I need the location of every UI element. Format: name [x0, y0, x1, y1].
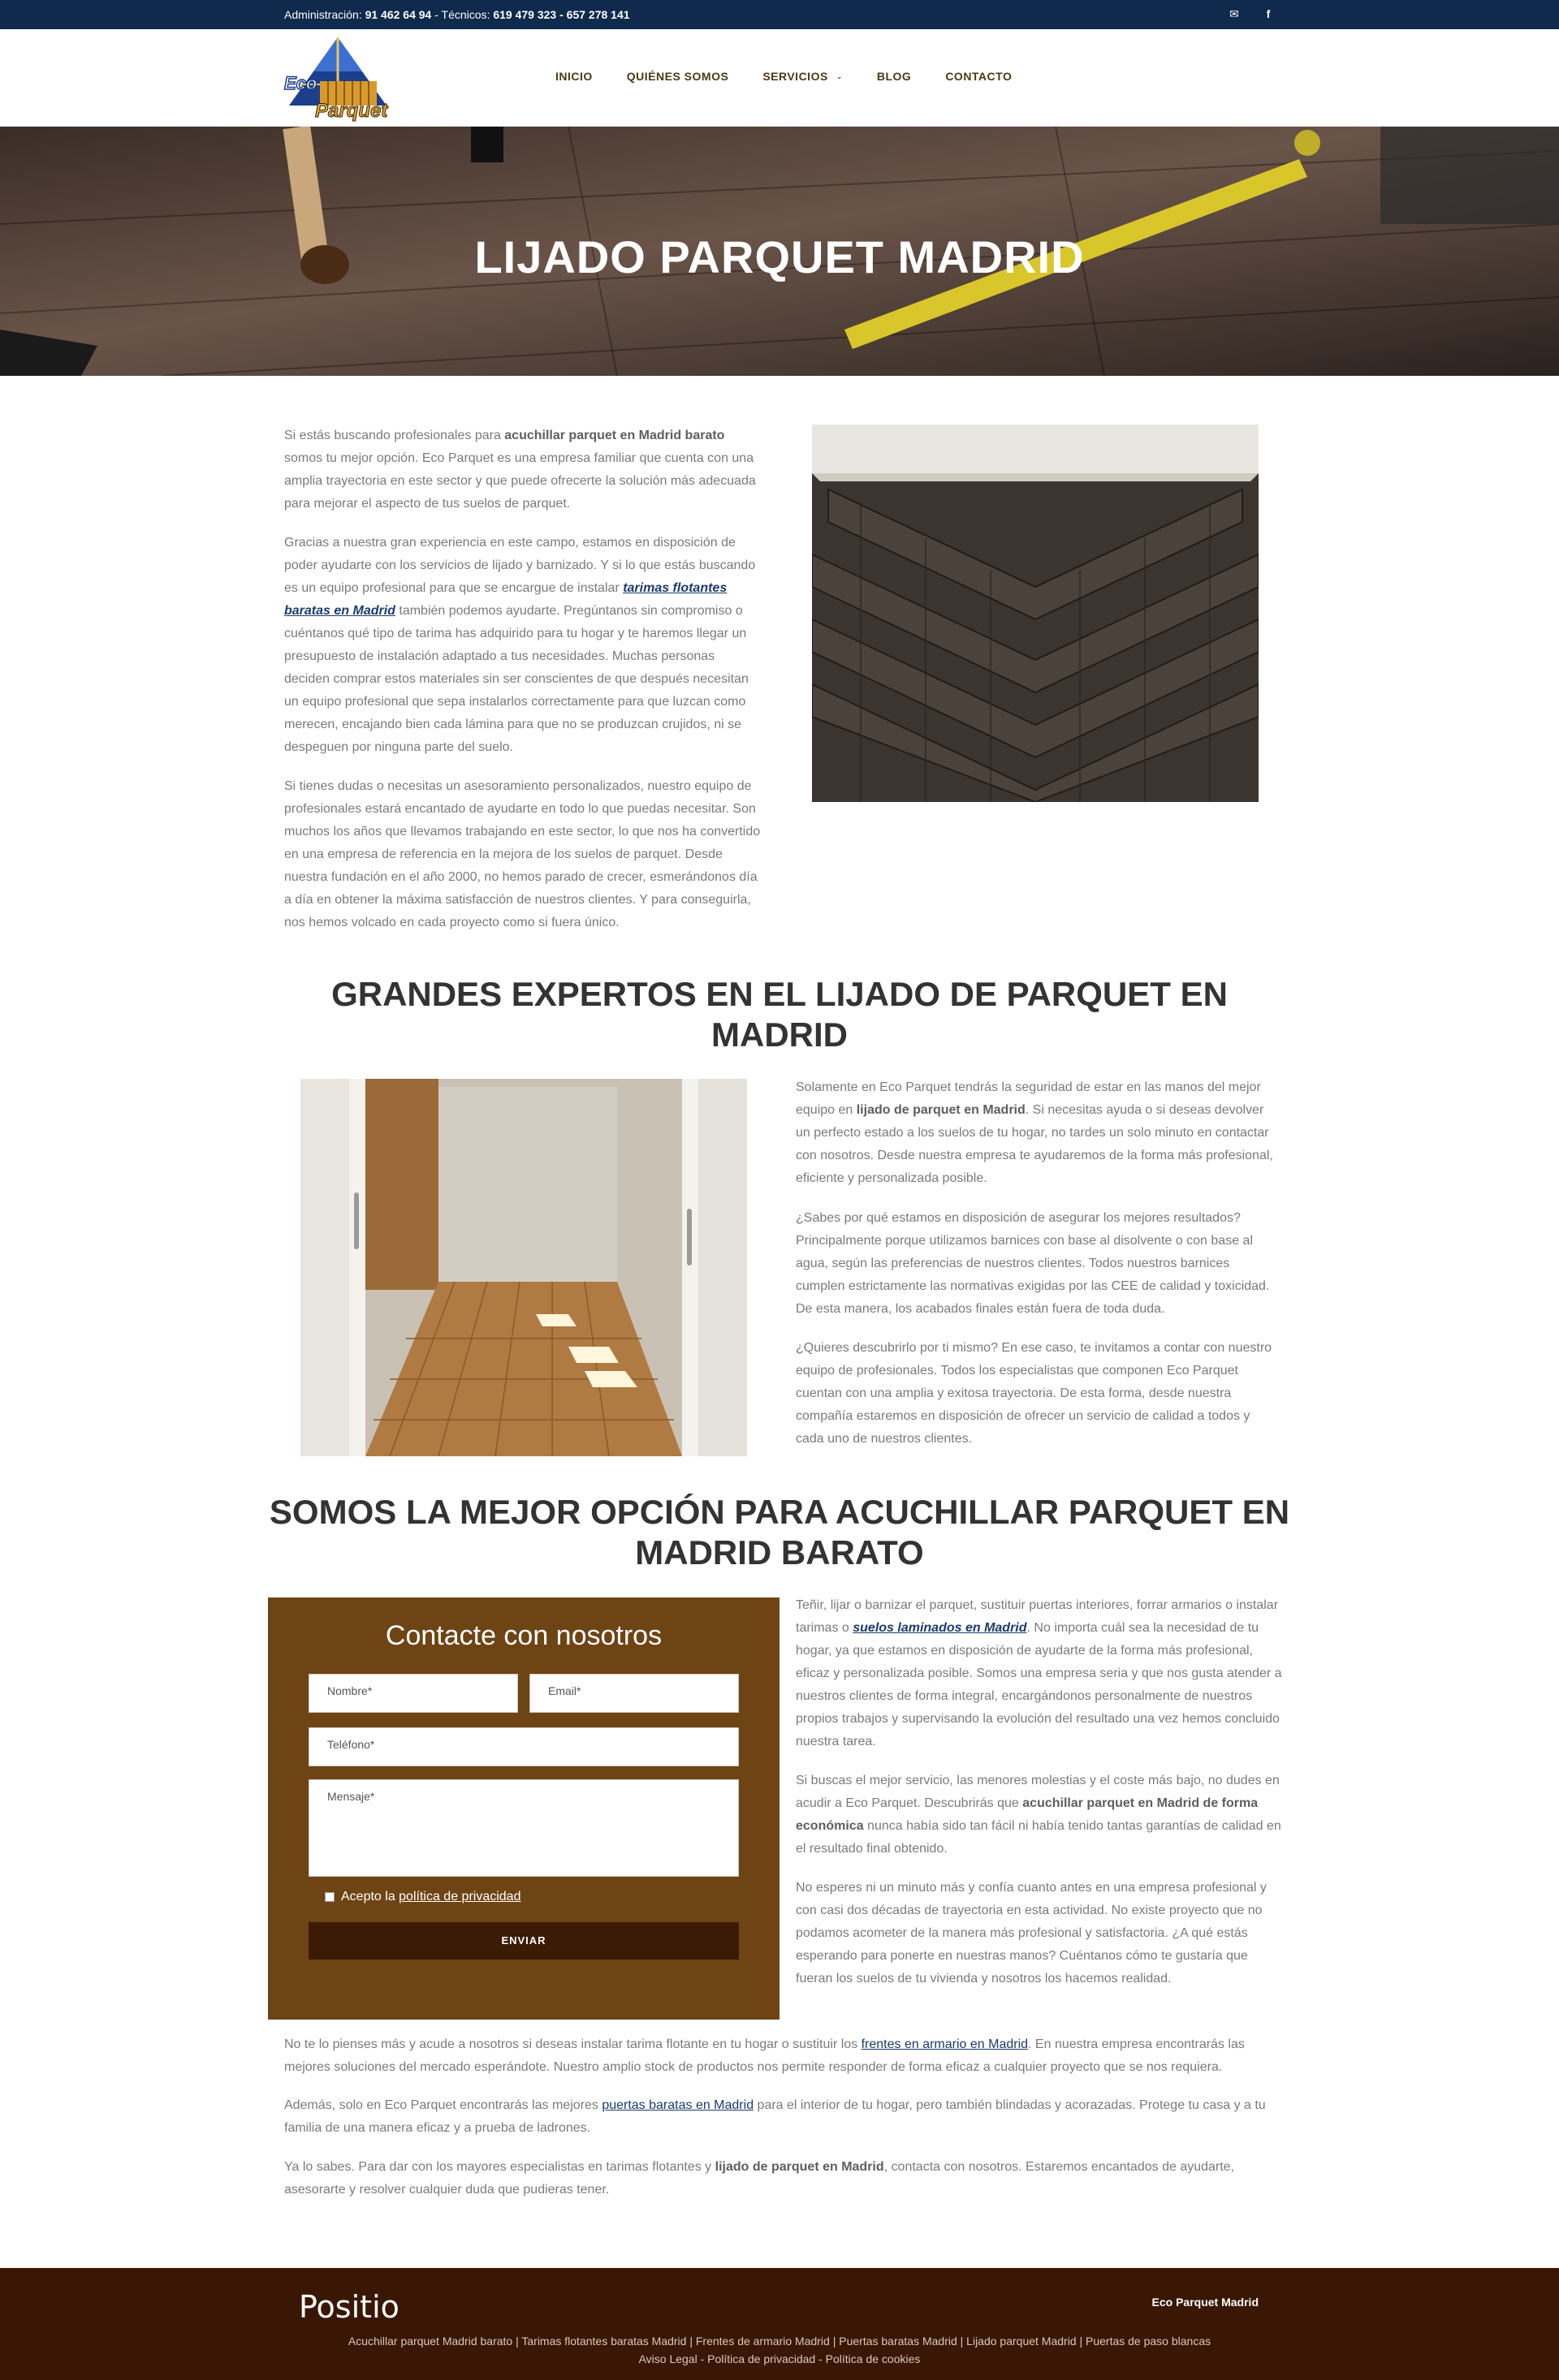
title-line: SOMOS LA MEJOR OPCIÓN PARA ACUCHILLAR PARQUET EN [269, 1493, 1290, 1531]
section-title-grandes-expertos [0, 974, 1559, 1055]
logo-text-parquet: Parquet [315, 100, 388, 122]
title-line: GRANDES EXPERTOS EN EL LIJADO DE PARQUET EN [331, 975, 1228, 1013]
facebook-icon[interactable]: f [1266, 7, 1271, 20]
consent-label [341, 1890, 520, 1904]
name-input[interactable]: Nombre* [309, 1674, 518, 1713]
contact-form [268, 1597, 780, 2020]
message-textarea[interactable]: Mensaje* [309, 1779, 739, 1877]
footer-site-name: Eco Parquet Madrid [1151, 2296, 1259, 2309]
admin-phone[interactable]: 91 462 64 94 [365, 8, 432, 21]
link-puertas-baratas[interactable]: puertas baratas en Madrid [602, 2098, 754, 2112]
text: Ya lo sabes. Para dar con los mayores especialistas en tarimas flotantes y [284, 2160, 715, 2174]
title-line: MADRID [711, 1015, 848, 1054]
text-strong: lijado de parquet en Madrid [856, 1103, 1026, 1117]
nav-item-inicio[interactable] [555, 70, 593, 83]
contact-phones [284, 8, 630, 21]
phone-input[interactable]: Teléfono* [309, 1727, 739, 1766]
link-tarimas-flotantes[interactable]: tarimas flotantes baratas en Madrid [284, 581, 728, 618]
text: . No importa cuál sea la necesidad de tu hogar, ya que estamos en disposición de ayudarte de la forma más profesional, eficaz y personalizada posible. Somos una empresa seria y que nos gusta atender a nuestros clientes de forma integral, encargándonos personalmente de nuestros propios trabajos y supervisando la evolución del resultado una vez hemos concluido nuestra tarea. [796, 1621, 1282, 1748]
text-strong: acuchillar parquet en Madrid barato [504, 429, 725, 442]
phone-separator: - [431, 8, 442, 21]
tech-phones[interactable]: 619 479 323 - 657 278 141 [493, 8, 630, 21]
site-header [0, 29, 1559, 127]
section2-paragraph-2: ¿Sabes por qué estamos en disposición de asegurar los mejores resultados? Principalmente porque utilizamos barnices con base al disolvente o con base al agua, según las preferencias de nuestros clientes. Todos nuestros barnices cumplen estrictamente las normativas exigidas por las CEE de calidad y toxicidad. De esta manera, los acabados finales están fuera de toda duda. [796, 1211, 1270, 1316]
herringbone-floor-image [812, 425, 1259, 802]
link-frentes-armario[interactable]: frentes en armario en Madrid [861, 2037, 1029, 2051]
logo-graphic [283, 36, 393, 122]
text: Si estás buscando profesionales para [284, 429, 505, 442]
text: Solamente en Eco Parquet tendrás la seguridad de estar en las manos del mejor equipo en [796, 1080, 1261, 1117]
footer-legal-links[interactable]: Aviso Legal - Política de privacidad - Política de cookies [638, 2352, 921, 2365]
main-nav [555, 70, 1046, 83]
closing-paragraph-2 [284, 2094, 1275, 2140]
intro-paragraph-1 [284, 425, 763, 515]
text: somos tu mejor opción. Eco Parquet es una empresa familiar que cuenta con una amplia trayectoria en este sector y que puede ofrecerte la solución más adecuada para mejorar el aspecto de tus suelos de parquet. [284, 451, 756, 511]
section2-paragraph-1 [796, 1076, 1275, 1190]
herringbone-floor-photo [812, 425, 1259, 802]
email-input[interactable]: Email* [529, 1674, 739, 1713]
text: . Si necesitas ayuda o si deseas devolver un perfecto estado a los suelos de tu hogar, no tardes un solo minuto en contactar con nosotros. Desde nuestra empresa te ayudaremos de la forma más profesional, eficiente y personalizada posible. [796, 1103, 1273, 1185]
title-line: MADRID BARATO [635, 1533, 924, 1572]
hero-title: LIJADO PARQUET MADRID [474, 231, 1085, 282]
nav-label: QUIÉNES SOMOS [626, 70, 729, 83]
nav-item-contacto[interactable] [945, 70, 1012, 83]
admin-label: Administración: [284, 8, 362, 21]
chevron-down-icon: ⌄ [836, 71, 843, 80]
link-suelos-laminados[interactable]: suelos laminados en Madrid [853, 1621, 1027, 1635]
text: también podemos ayudarte. Pregúntanos sin compromiso o cuéntanos qué tipo de tarima has adquirido para tu hogar y te haremos llegar un presupuesto de instalación adaptado a tus necesidades. Muchas personas deciden comprar estos materiales sin ser conscientes de que después necesitan un equipo profesional que sepa instalarlos correctamente para que luzcan como merecen, encajando bien cada lámina para que no se produzcan crujidos, ni se despeguen por ninguna parte del suelo. [284, 604, 749, 754]
contact-form-title: Contacte con nosotros [385, 1620, 663, 1651]
nav-label: BLOG [876, 70, 912, 83]
nav-item-blog[interactable] [877, 70, 911, 83]
text: , contacta con nosotros. Estaremos encantados de ayudarte, asesorarte y resolver cualquier duda que pudieras tener. [284, 2160, 1235, 2197]
text: Además, solo en Eco Parquet encontrarás las mejores [284, 2098, 602, 2112]
hallway-parquet-image [300, 1079, 747, 1456]
text: nunca había sido tan fácil ni había tenido tantas garantías de calidad en el resultado final obtenido. [796, 1819, 1281, 1856]
social-links [1228, 7, 1275, 21]
intro-paragraph-3: Si tienes dudas o necesitas un asesoramiento personalizados, nuestro equipo de profesionales estará encantado de ayudarte en todo lo que puedas necesitar. Son muchos los años que llevamos trabajando en este sector, lo que nos ha convertido en una empresa de referencia en la mejora de los suelos de parquet. Desde nuestra fundación en el año 2000, no hemos parado de crecer, esmerándonos día a día en obtener la máxima satisfacción de nuestros clientes. Y para conseguirla, nos hemos volcado en cada proyecto como si fuera único. [284, 779, 761, 929]
email-icon[interactable]: ✉ [1229, 7, 1239, 20]
text: para el interior de tu hogar, pero también blindadas y acorazadas. Protege tu casa y a tu familia de una manera eficaz y a prueba de ladrones. [284, 2098, 1266, 2135]
logo-text-eco: Eco [284, 73, 317, 93]
section-title-mejor-opcion [0, 1492, 1559, 1573]
section3-paragraph-3: No esperes ni un minuto más y confía cuanto antes en una empresa profesional y con casi dos décadas de trayectoria en esta actividad. No existe proyecto que no podamos acometer de la manera más profesional y satisfactoria. ¿A qué estás esperando para ponerte en nuestras manos? Cuéntanos cómo te gustaría que fueran los suelos de tu vivienda y nosotros los hacemos realidad. [796, 1881, 1267, 1985]
intro-paragraph-2 [284, 532, 763, 759]
nav-label: SERVICIOS [762, 70, 828, 83]
privacy-checkbox[interactable] [325, 1892, 335, 1902]
nav-label: CONTACTO [945, 70, 1013, 83]
nav-label: INICIO [555, 70, 593, 83]
footer-links[interactable]: Acuchillar parquet Madrid barato | Tarimas flotantes baratas Madrid | Frentes de armario Madrid | Puertas baratas Madrid | Lijado parquet Madrid | Puertas de paso blancas [348, 2335, 1211, 2348]
text: Gracias a nuestra gran experiencia en este campo, estamos en disposición de poder ayudarte con los servicios de lijado y barnizado. Y si lo que estás buscando es un equipo profesional para que se encargue de instalar [284, 536, 756, 595]
text: Si buscas el mejor servicio, las menores molestias y el coste más bajo, no dudes en acudir a Eco Parquet. Descubrirás que [796, 1774, 1280, 1810]
footer-brand[interactable]: Positio [299, 2289, 399, 2325]
text-strong: acuchillar parquet en Madrid de forma económica [796, 1796, 1259, 1833]
privacy-policy-link[interactable]: política de privacidad [399, 1890, 521, 1904]
section2-paragraph-3: ¿Quieres descubrirlo por ti mismo? En ese caso, te invitamos a contar con nuestro equipo de profesionales. Todos los especialistas que componen Eco Parquet cuentan con una amplia y exitosa trayectoria. De esta forma, desde nuestra compañía estaremos en disposición de ofrecer un servicio de calidad a todos y cada uno de nuestros clientes. [796, 1341, 1272, 1446]
tech-label: Técnicos: [441, 8, 490, 21]
text: Acepto la [341, 1890, 399, 1904]
text: No te lo pienses más y acude a nosotros si deseas instalar tarima flotante en tu hogar o sustituir los [284, 2037, 862, 2051]
send-button[interactable]: ENVIAR [309, 1922, 739, 1960]
privacy-consent [325, 1890, 520, 1904]
section3-paragraph-1 [796, 1594, 1283, 1753]
text-strong: lijado de parquet en Madrid [715, 2160, 884, 2174]
text: . En nuestra empresa encontrarás las mejores soluciones del mercado esperándote. Nuestro amplio stock de productos nos permite responder de forma eficaz a cualquier proyecto que se nos requiera. [284, 2037, 1245, 2074]
hero-banner [0, 127, 1559, 376]
logo[interactable] [283, 36, 393, 122]
section3-paragraph-2 [796, 1770, 1283, 1860]
closing-paragraph-3 [284, 2156, 1275, 2201]
closing-paragraph-1 [284, 2033, 1275, 2079]
text: Teñir, lijar o barnizar el parquet, sustituir puertas interiores, forrar armarios o instalar tarimas o [796, 1598, 1279, 1635]
site-footer [0, 2268, 1559, 2380]
nav-item-servicios[interactable] [762, 70, 843, 83]
top-bar [0, 0, 1559, 29]
nav-item-quienes-somos[interactable] [627, 70, 729, 83]
hallway-parquet-photo [300, 1079, 747, 1456]
